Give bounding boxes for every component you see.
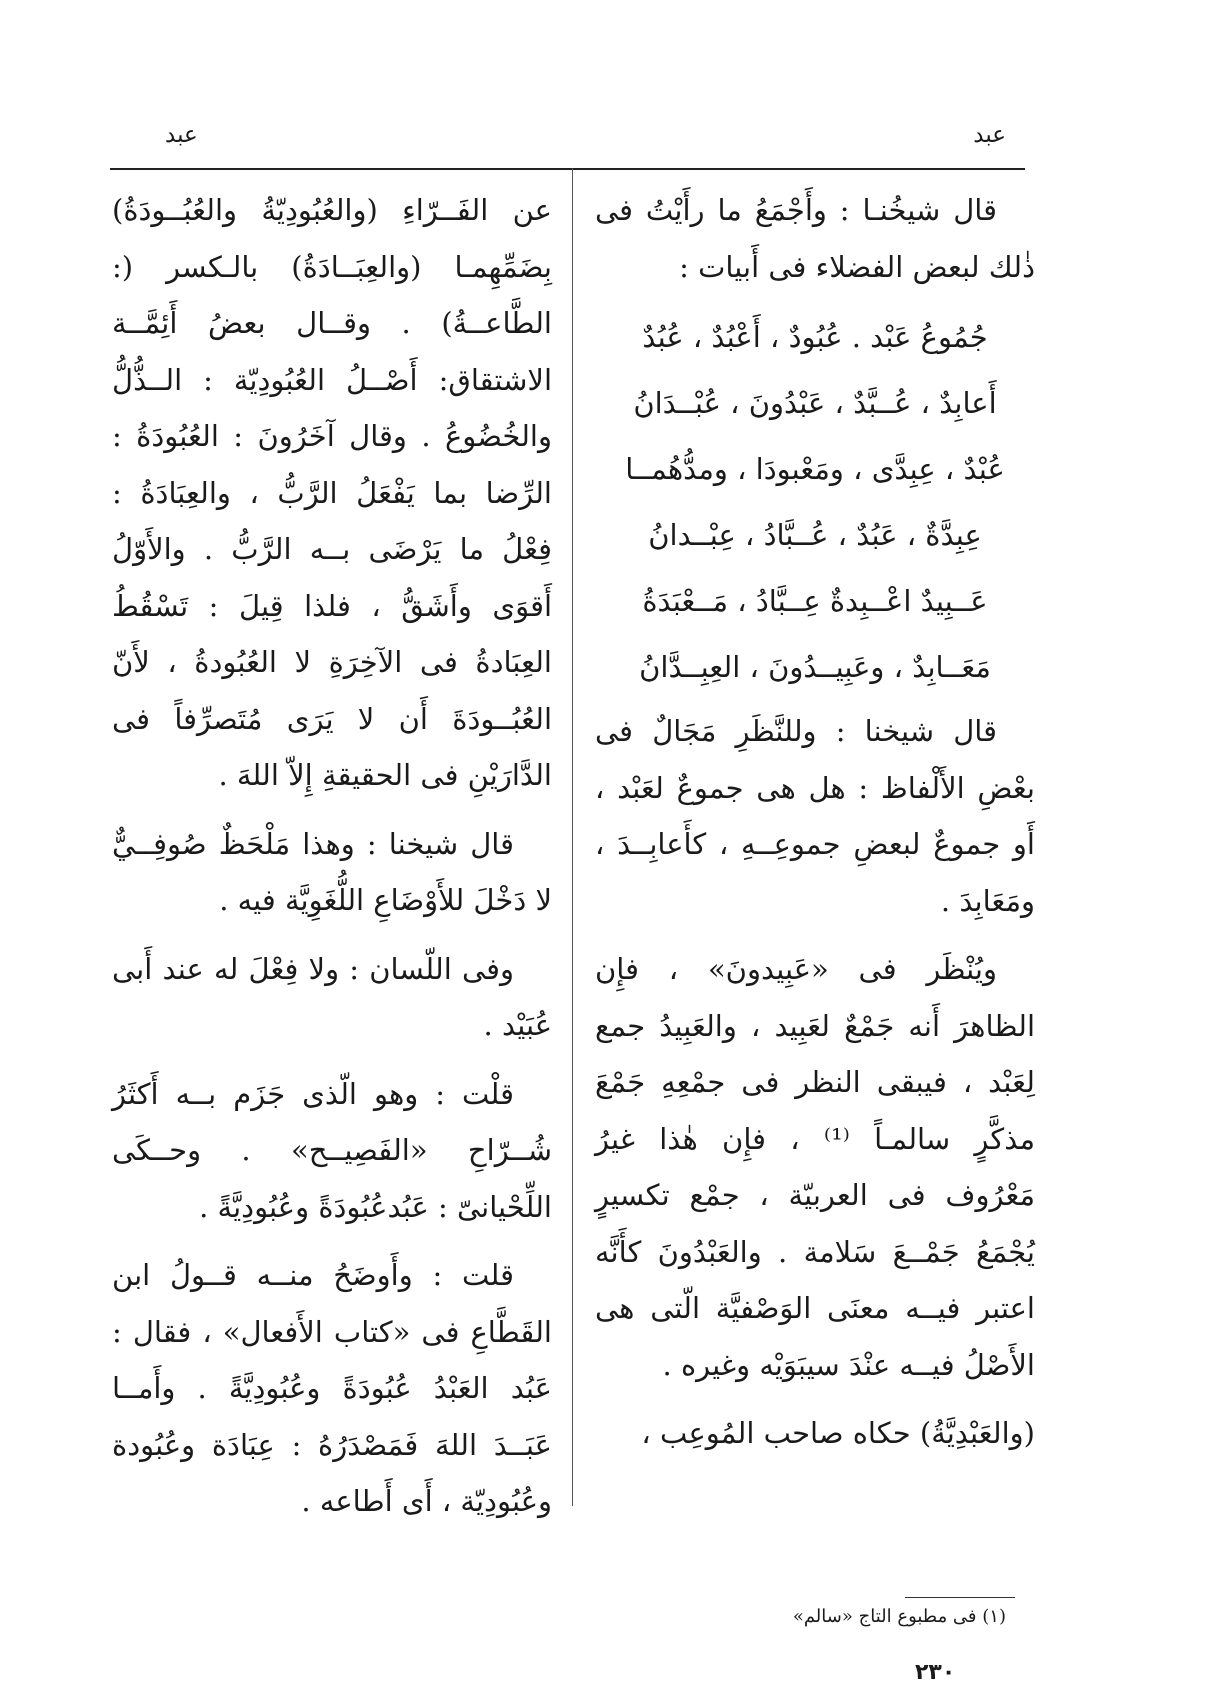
verse-block	[595, 307, 1035, 697]
paragraph: ويُنْظَر فى «عَبِيدونَ» ، فإِن الظاهرَ أَنه جَمْعٌ لعَبِيد ، والعَبِيدُ جمع لِعَبْد ، فيبقى النظر فى جمْعِهِ جَمْعَ مذكَّرٍ سالمـاً ⁽¹⁾ ، فإِن هٰذا غيرُ مَعْرُوف فى العربيّة ، جمْع تكسيرٍ يُجْمَعُ جَمْــعَ سَلامة . والعَبْدُونَ كأَنَّه اعتبر فيــه معنَى الوَصْفيَّة الّتى هى الأَصْلُ فيــه عنْدَ سيبَوَيْه وغيره .	[595, 952, 1035, 1382]
verse-line: مَعَــابِدٌ ، وعَبِيــدُونَ ، العِبِــدَّانُ	[639, 650, 991, 684]
verse-line: عِبِدَّةٌ ، عَبُدٌ ، عُــبَّادُ ، عِبْــدانُ	[648, 518, 982, 552]
verse-line: جُمُوعُ عَبْد . عُبُودٌ ، أَعْبُدٌ ، عُبُدٌ	[642, 320, 988, 354]
footnote-rule	[905, 1597, 1015, 1598]
left-column	[112, 182, 552, 1542]
paragraph: قال شيخُنـا : وأَجْمَعُ ما رأَيْتُ فى ذٰلك لبعض الفضلاء فى أَبيات :	[595, 193, 1035, 284]
running-header-left: عبد	[165, 122, 198, 148]
verse-line: عَــبِيدٌ اعْــبِدةٌ عِــبَّادُ ، مَــعْبَدَةُ	[642, 584, 988, 618]
column-divider	[572, 168, 573, 1506]
running-header-right: عبد	[973, 122, 1006, 148]
footnote: (١) فى مطبوع التاج «سالم»	[792, 1606, 1006, 1627]
right-column	[595, 182, 1035, 1474]
paragraph: وفى اللّسان : ولا فِعْلَ له عند أَبى عُبَيْد .	[112, 951, 552, 1042]
verse-line: عُبْدٌ ، عِبِدَّى ، ومَعْبودَا ، ومدُّهُمــا	[625, 452, 1005, 486]
paragraph: عن الفَــرّاءِ (والعُبُودِيّةُ والعُبُــودَةُ) بِضَمِّهِمـا (والعِبَــادَةُ) بالـكسر (: الطَّاعــةُ) . وقــال بعضُ أَئِمَّــة الاشتقاق: أَصْــلُ العُبُودِيّة : الــذُّلُّ والخُضُوعُ . وقال آخَرُونَ : العُبُودَةُ : الرِّضا بما يَفْعَلُ الرَّبُّ ، والعِبَادَةُ : فِعْلُ ما يَرْضَى بــه الرَّبُّ . والأَوّلُ أَقوَى وأَشَقُّ ، فلذا قِيلَ : تَسْقُطُ العِبَادةُ فى الآخِرَةِ لا العُبُودةُ ، لأَنّ العُبُــودَةَ أَن لا يَرَى مُتَصرِّفاً فى الدَّارَيْنِ فى الحقيقةِ إِلاّ اللهَ .	[112, 193, 552, 792]
paragraph: قلْت : وهو الّذى جَزَم بــه أَكثَرُ شُــرّاحِ «الفَصِيــح» . وحــكَى اللِّحْيانىّ : عَبُدعُبُودَةً وعُبُودِيَّةً .	[112, 1076, 552, 1224]
page-number: ٢٣٠	[915, 1660, 956, 1685]
paragraph: قال شيخنا : وهذا مَلْحَظٌ صُوفِــيٌّ لا دَخْلَ للأَوْضَاعِ اللُّغَوِيَّة فيه .	[112, 826, 552, 917]
paragraph: قلت : وأَوضَحُ منــه قــولُ ابن القَطَّاعِ فى «كتاب الأَفعال» ، فقال : عَبُد العَبْدُ عُبُودَةً وعُبُودِيَّةً . وأَمــا عَبَــدَ اللهَ فَمَصْدَرُهُ : عِبَادَة وعُبُودة وعُبُودِيّة ، أَى أَطاعه .	[112, 1258, 552, 1518]
header-rule	[110, 168, 1025, 170]
verse-line: أَعابِدٌ ، عُــبَّدٌ ، عَبْدُونَ ، عُبْــدَانُ	[633, 386, 997, 420]
paragraph: قال شيخنا : وللنَّظَرِ مَجَالٌ فى بعْضِ الأَلْفاظ : هل هى جموعٌ لعَبْد ، أَو جموعٌ لبعضِ جموعِــهِ ، كأَعابِــدَ ، ومَعَابِدَ .	[595, 714, 1035, 918]
paragraph: (والعَبْدِيَّةُ) حكاه صاحب المُوعِب ،	[641, 1416, 1035, 1450]
